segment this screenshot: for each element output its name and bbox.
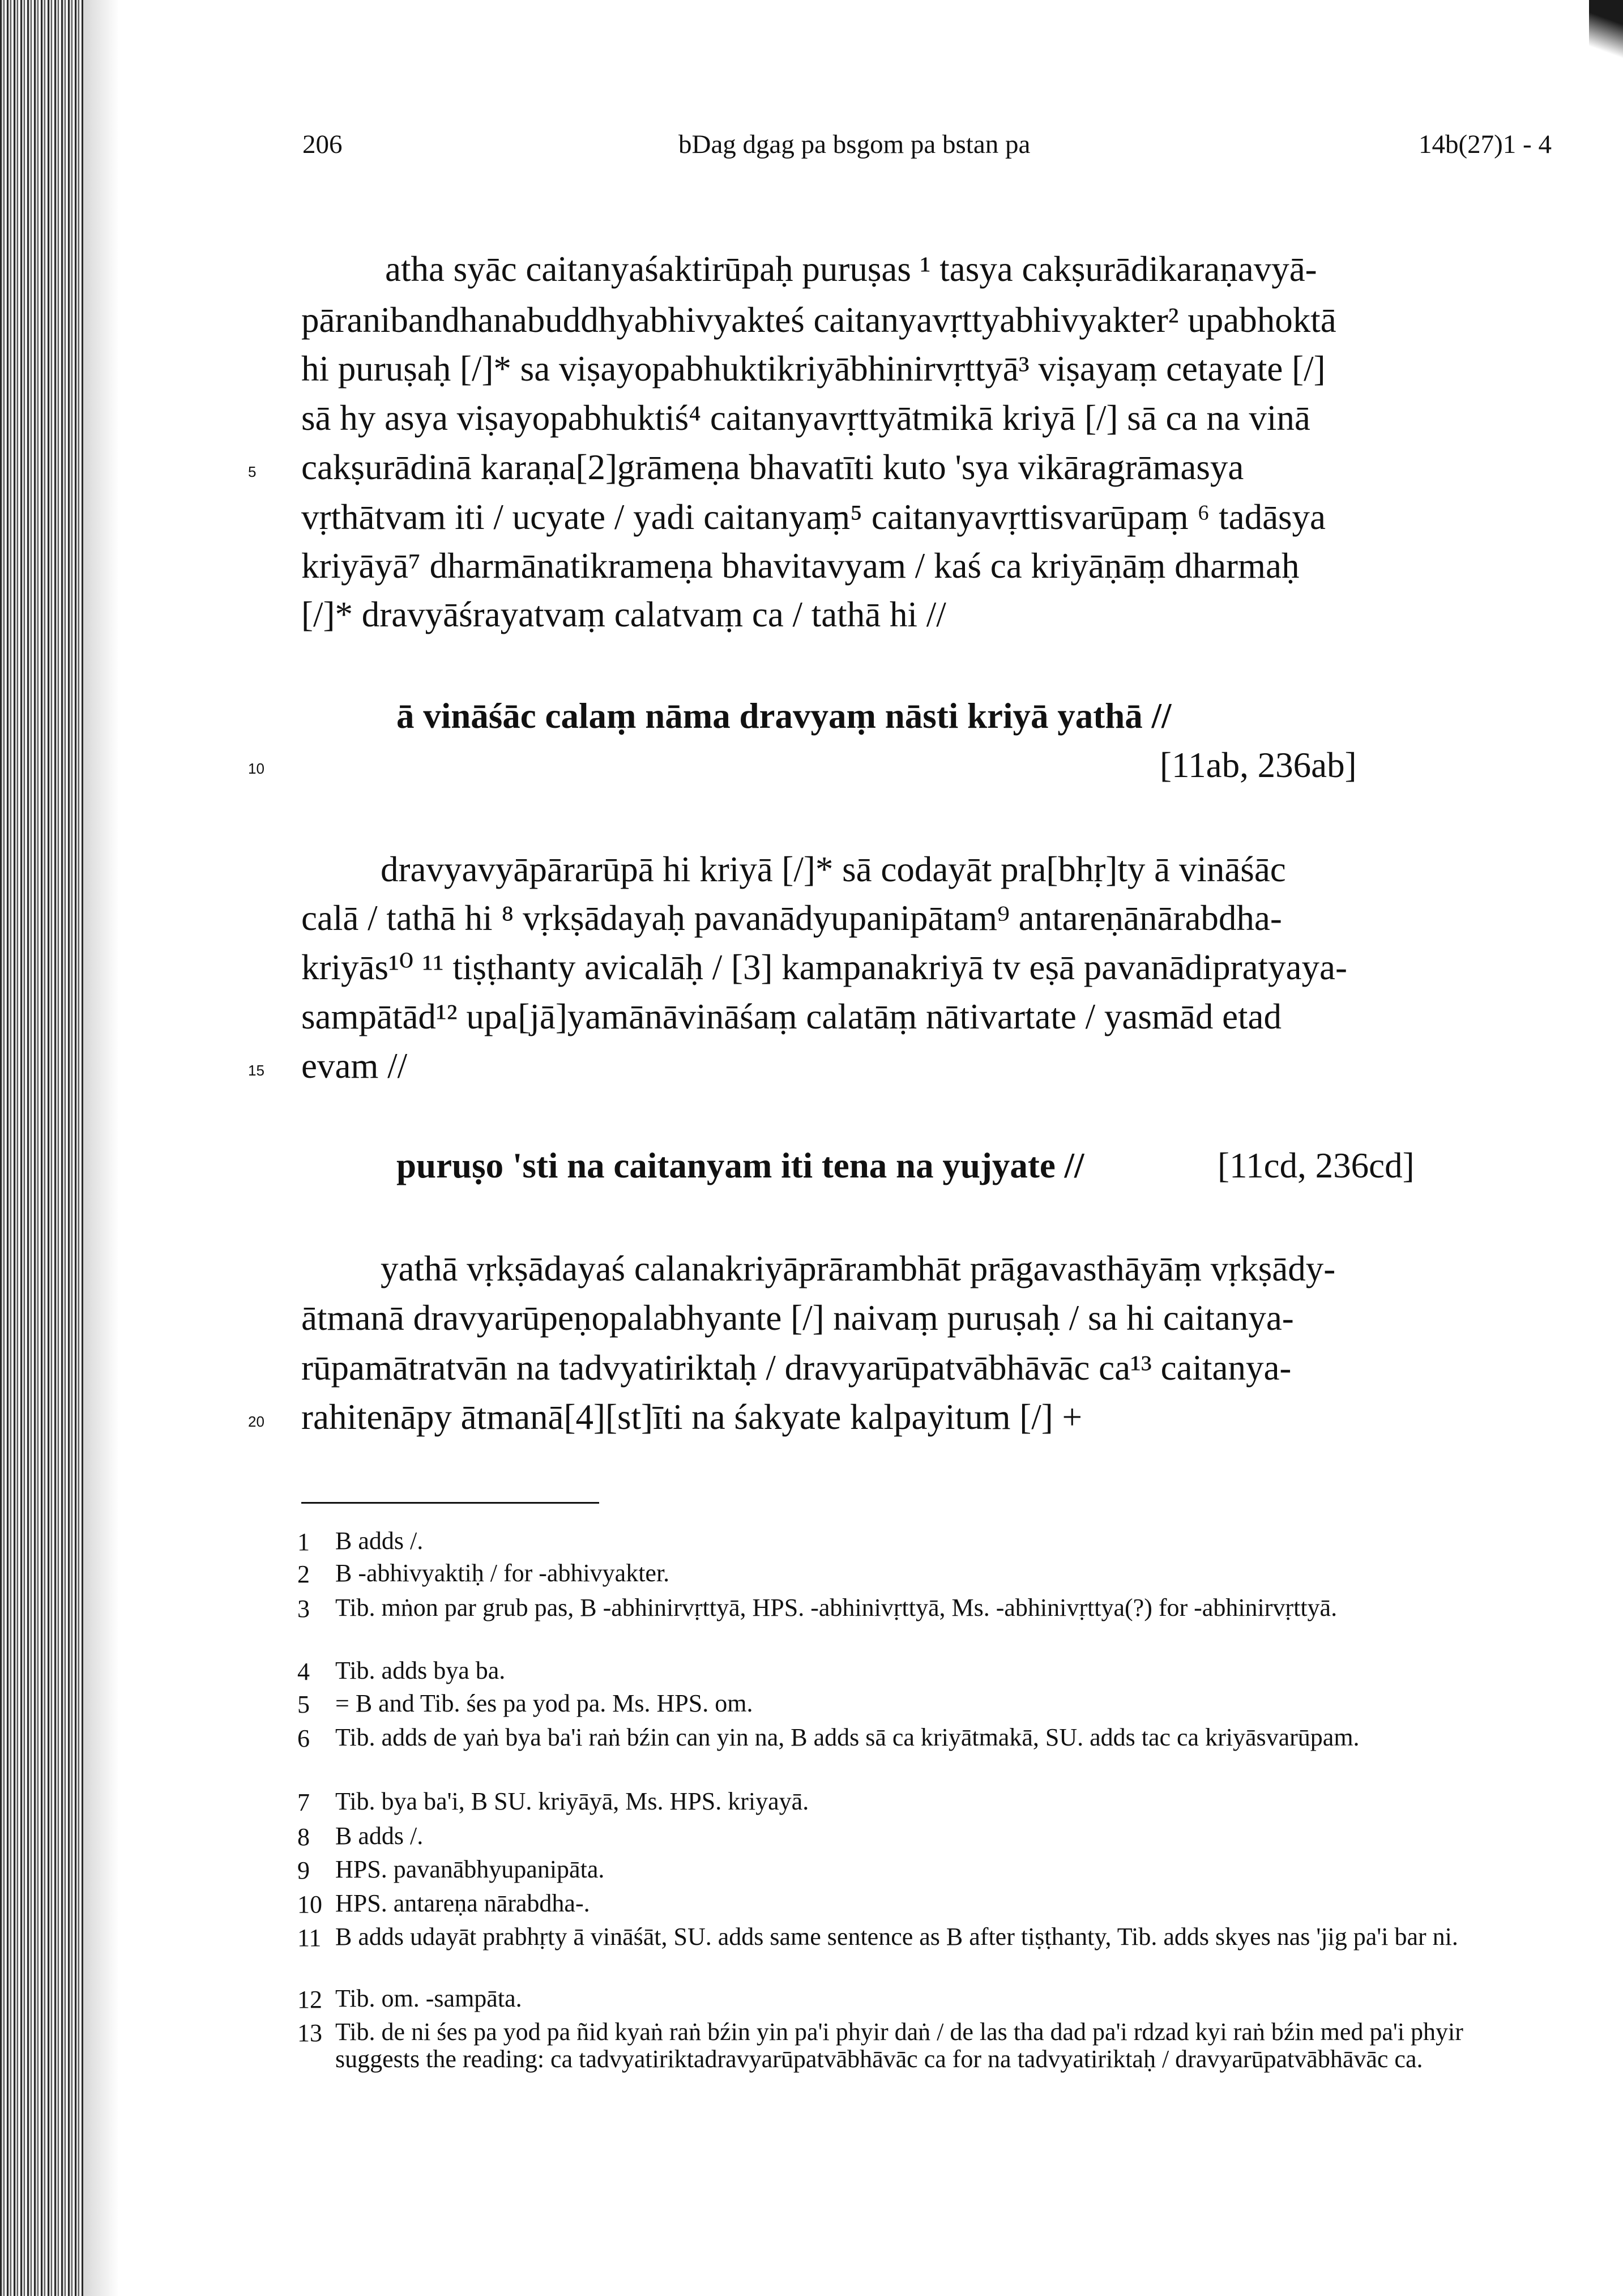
paragraph1-line: kriyāyā⁷ dharmānatikrameṇa bhavitavyam / kaś ca kriyāṇāṃ dharmaḥ: [301, 546, 1300, 586]
footnote-text: Tib. mṅon par grub pas, B -abhinirvṛttyā, HPS. -abhinivṛttyā, Ms. -abhinivṛttya(?) for -abhinirvṛttyā.: [335, 1594, 1338, 1621]
footnote-text: Tib. adds de yaṅ bya ba'i raṅ bźin can yin na, B adds sā ca kriyātmakā, SU. adds tac ca kriyāsvarūpam.: [335, 1723, 1360, 1751]
line-number: 10: [248, 760, 264, 777]
footnote-text: Tib. adds bya ba.: [335, 1657, 506, 1684]
footnote-number: 8: [297, 1823, 310, 1851]
paragraph2-line: calā / tathā hi ⁸ vṛkṣādayaḥ pavanādyupanipātam⁹ antareṇānārabdha-: [301, 898, 1282, 938]
footnote-number: 3: [297, 1595, 310, 1623]
running-title: bDag dgag pa bsgom pa bstan pa: [678, 130, 1031, 159]
paragraph1-line: pāranibandhanabuddhyabhivyakteś caitanyavṛttyabhivyakter² upabhoktā: [301, 300, 1336, 340]
footnote-number: 1: [297, 1528, 310, 1556]
footnote-text: HPS. pavanābhyupanipāta.: [335, 1855, 605, 1883]
paragraph3-line: yathā vṛkṣādayaś calanakriyāprārambhāt prāgavasthāyāṃ vṛkṣādy-: [381, 1249, 1336, 1288]
paragraph2-line: dravyavyāpārarūpā hi kriyā [/]* sā codayāt pra[bhṛ]ty ā vināśāc: [381, 850, 1286, 889]
line-number: 20: [248, 1413, 264, 1430]
footnote-number: 9: [297, 1857, 310, 1884]
verse-reference: [11cd, 236cd]: [1218, 1146, 1415, 1185]
paragraph1-line: [/]* dravyāśrayatvaṃ calatvaṃ ca / tathā hi //: [301, 595, 946, 634]
footnote-number: 12: [297, 1986, 322, 2013]
book-spine-shadow: [0, 0, 85, 2296]
verse-text: puruṣo 'sti na caitanyam iti tena na yujyate //: [396, 1146, 1084, 1185]
paragraph2-line: evam //: [301, 1046, 408, 1086]
footnote-number: 2: [297, 1560, 310, 1588]
footnote-text: Tib. bya ba'i, B SU. kriyāyā, Ms. HPS. kriyayā.: [335, 1787, 809, 1815]
line-number: 15: [248, 1062, 264, 1079]
footnote-number: 7: [297, 1789, 310, 1816]
footnote-text: B adds /.: [335, 1822, 424, 1850]
paragraph3-line: rūpamātratvān na tadvyatiriktaḥ / dravyarūpatvābhāvāc ca¹³ caitanya-: [301, 1348, 1292, 1388]
paragraph1-line: vṛthātvam iti / ucyate / yadi caitanyaṃ⁵ caitanyavṛttisvarūpaṃ ⁶ tadāsya: [301, 497, 1326, 537]
page-number: 206: [302, 130, 343, 159]
footnote-text: B -abhivyaktiḥ / for -abhivyakter.: [335, 1559, 670, 1587]
footnote-number: 11: [297, 1924, 322, 1952]
paragraph1-line: cakṣurādinā karaṇa[2]grāmeṇa bhavatīti kuto 'sya vikāragrāmasya: [301, 447, 1244, 487]
verse-text: ā vināśāc calaṃ nāma dravyaṃ nāsti kriyā yathā //: [396, 696, 1172, 736]
footnote-text: = B and Tib. śes pa yod pa. Ms. HPS. om.: [335, 1689, 753, 1717]
footnote-text: B adds udayāt prabhṛty ā vināśāt, SU. adds same sentence as B after tiṣṭhanty, Tib. adds skyes nas 'jig pa'i bar ni.: [335, 1923, 1458, 1951]
footnote-text: B adds /.: [335, 1527, 424, 1555]
footnote-text: Tib. de ni śes pa yod pa ñid kyaṅ raṅ bźin yin pa'i phyir daṅ / de las tha dad pa'i rdzad kyi raṅ bźin med pa'i phyir suggests the reading: ca tadvyatiriktadravyarūpatvābhāvāc ca for na tadvyatiriktaḥ / dravyarūpatvābhāvāc ca.: [335, 2018, 1463, 2073]
verse-reference: [11ab, 236ab]: [1160, 745, 1357, 785]
footnote-number: 5: [297, 1691, 310, 1718]
paragraph2-line: kriyās¹⁰ ¹¹ tiṣṭhanty avicalāḥ / [3] kampanakriyā tv eṣā pavanādipratyaya-: [301, 948, 1347, 987]
footnote-text: Tib. om. -sampāta.: [335, 1985, 522, 2012]
footnote-text: HPS. antareṇa nārabdha-.: [335, 1889, 590, 1917]
footnote-rule: [301, 1502, 599, 1504]
footnote-number: 10: [297, 1890, 322, 1918]
paragraph3-line: rahitenāpy ātmanā[4][st]īti na śakyate kalpayitum [/] +: [301, 1397, 1083, 1437]
gutter-shadow: [85, 0, 119, 2296]
paragraph1-line: atha syāc caitanyaśaktirūpaḥ puruṣas ¹ tasya cakṣurādikaraṇavyā-: [385, 249, 1317, 289]
paragraph2-line: sampātād¹² upa[jā]yamānāvināśaṃ calatāṃ nātivartate / yasmād etad: [301, 997, 1282, 1036]
paragraph1-line: hi puruṣaḥ [/]* sa viṣayopabhuktikriyābhinirvṛttyā³ viṣayaṃ cetayate [/]: [301, 349, 1326, 389]
paragraph3-line: ātmanā dravyarūpeṇopalabhyante [/] naivaṃ puruṣaḥ / sa hi caitanya-: [301, 1298, 1294, 1338]
footnote-number: 6: [297, 1725, 310, 1752]
folio-reference: 14b(27)1 - 4: [1419, 130, 1552, 159]
page-corner-shadow: [1589, 0, 1623, 85]
line-number: 5: [248, 463, 257, 480]
footnote-number: 13: [297, 2019, 322, 2047]
footnote-number: 4: [297, 1658, 310, 1685]
paragraph1-line: sā hy asya viṣayopabhuktiś⁴ caitanyavṛttyātmikā kriyā [/] sā ca na vinā: [301, 398, 1310, 438]
